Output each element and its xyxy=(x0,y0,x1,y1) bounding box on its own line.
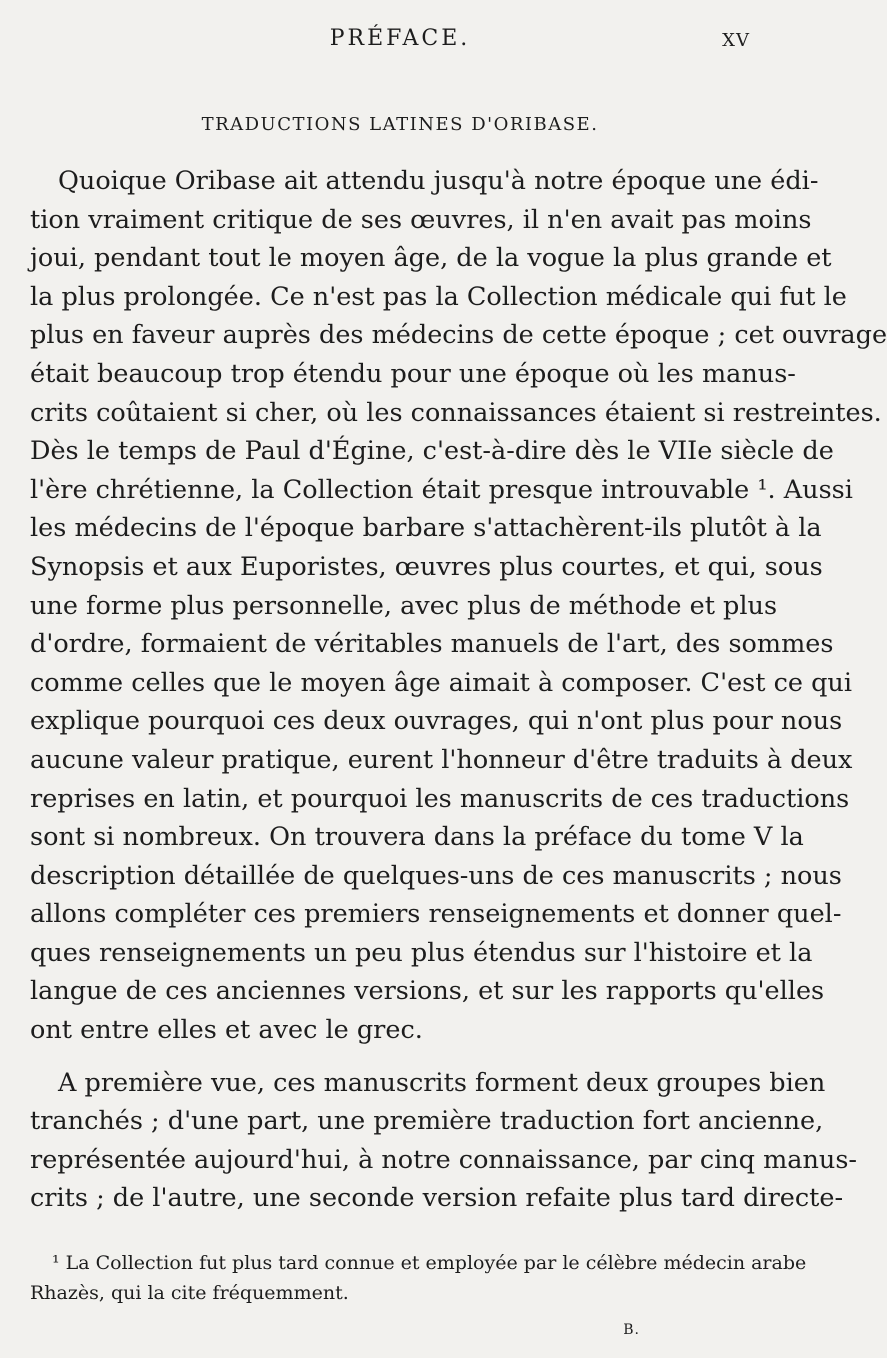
text-line: reprises en latin, et pourquoi les manuscrits de ces traductions xyxy=(30,783,850,814)
text-line: tion vraiment critique de ses œuvres, il n'en avait pas moins xyxy=(30,204,812,235)
text-line: les médecins de l'époque barbare s'attachèrent-ils plutôt à la xyxy=(30,513,822,544)
text-line: représentée aujourd'hui, à notre connaissance, par cinq manus- xyxy=(30,1144,858,1175)
text-line: crits coûtaient si cher, où les connaissances étaient si restreintes. xyxy=(30,397,882,428)
text-line: ques renseignements un peu plus étendus sur l'histoire et la xyxy=(30,937,813,968)
text-line: l'ère chrétienne, la Collection était presque introuvable ¹. Aussi xyxy=(30,474,853,505)
text-line: A première vue, ces manuscrits forment deux groupes bien xyxy=(58,1067,826,1098)
text-line: crits ; de l'autre, une seconde version refaite plus tard directe- xyxy=(30,1183,844,1214)
footnote xyxy=(30,1248,807,1308)
page-number: XV xyxy=(722,30,750,51)
text-line: Synopsis et aux Euporistes, œuvres plus courtes, et qui, sous xyxy=(30,551,823,582)
footnote-line: ¹ La Collection fut plus tard connue et employée par le célèbre médecin arabe xyxy=(52,1252,807,1274)
text-line: explique pourquoi ces deux ouvrages, qui n'ont plus pour nous xyxy=(30,706,843,737)
text-line: allons compléter ces premiers renseignements et donner quel- xyxy=(30,899,842,930)
text-line: description détaillée de quelques-uns de ces manuscrits ; nous xyxy=(30,860,842,891)
text-line: aucune valeur pratique, eurent l'honneur d'être traduits à deux xyxy=(30,744,853,775)
running-head xyxy=(0,24,800,54)
running-title: PRÉFACE. xyxy=(329,26,471,51)
text-line: joui, pendant tout le moyen âge, de la vogue la plus grande et xyxy=(30,243,832,274)
signature-mark: B. xyxy=(623,1322,640,1338)
text-line: d'ordre, formaient de véritables manuels de l'art, des sommes xyxy=(30,629,834,660)
text-line: ont entre elles et avec le grec. xyxy=(30,1015,423,1046)
text-line: Quoique Oribase ait attendu jusqu'à notre époque une édi- xyxy=(58,166,819,196)
body-text xyxy=(30,162,887,1218)
text-line: plus en faveur auprès des médecins de cette époque ; cet ouvrage xyxy=(30,320,887,351)
paragraph-gap xyxy=(30,1050,762,1064)
text-line: sont si nombreux. On trouvera dans la préface du tome V la xyxy=(30,822,804,853)
text-line: était beaucoup trop étendu pour une époque où les manus- xyxy=(30,358,796,389)
footnote-line: Rhazès, qui la cite fréquemment. xyxy=(30,1282,349,1304)
text-line: comme celles que le moyen âge aimait à composer. C'est ce qui xyxy=(30,667,852,698)
section-title: TRADUCTIONS LATINES D'ORIBASE. xyxy=(201,114,599,135)
text-line: la plus prolongée. Ce n'est pas la Collection médicale qui fut le xyxy=(30,281,847,312)
text-line: Dès le temps de Paul d'Égine, c'est-à-dire dès le VIIe siècle de xyxy=(30,436,834,467)
text-line: une forme plus personnelle, avec plus de méthode et plus xyxy=(30,590,778,621)
text-line: langue de ces anciennes versions, et sur les rapports qu'elles xyxy=(30,976,825,1007)
text-line: tranchés ; d'une part, une première traduction fort ancienne, xyxy=(30,1106,824,1137)
